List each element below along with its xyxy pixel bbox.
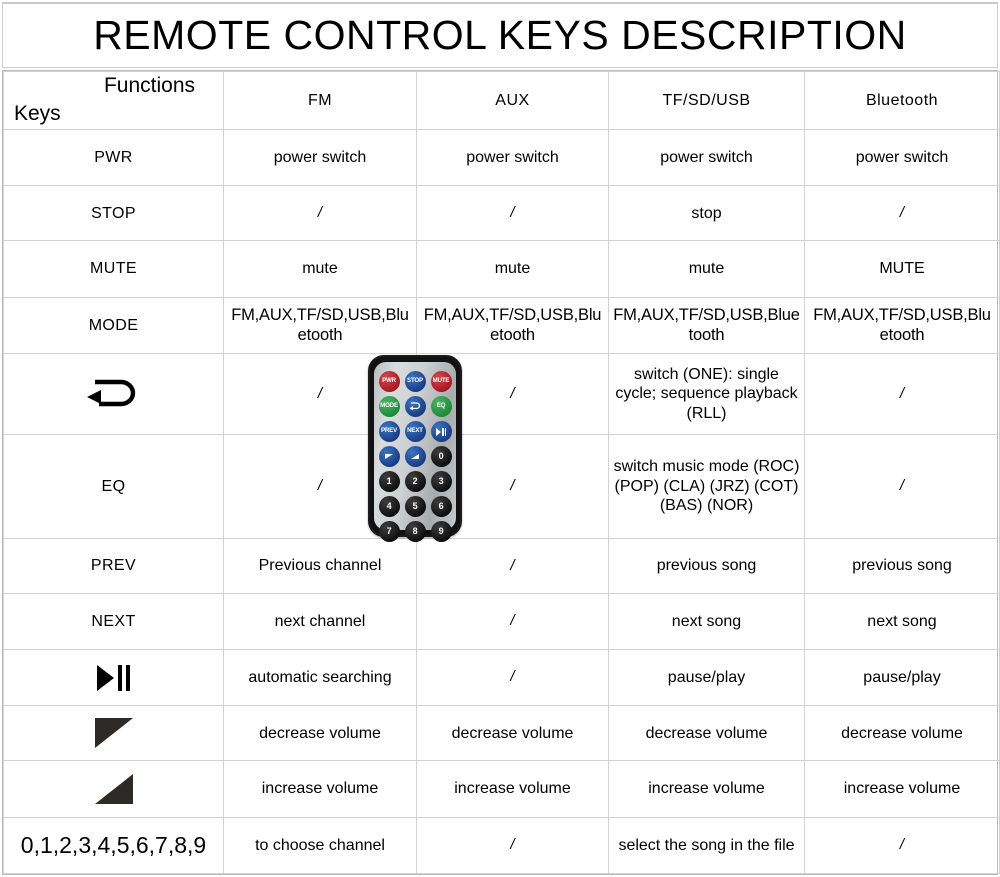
remote-button-pwr: PWR: [379, 371, 400, 392]
table-row: [4, 761, 1000, 817]
cell-stop-aux: /: [417, 186, 609, 241]
remote-button-7: 7: [379, 521, 400, 542]
remote-button-prev: PREV: [379, 421, 400, 442]
header-column-fm: FM: [224, 72, 417, 130]
table-body: [4, 130, 1000, 874]
table-row: [4, 241, 1000, 297]
cell-voldown-bluetooth: decrease volume: [805, 706, 1000, 761]
cell-mute-tfsdusb: mute: [609, 241, 805, 297]
key-cell-loop: [4, 353, 224, 434]
remote-button-6: 6: [431, 496, 452, 517]
table-row: [4, 593, 1000, 649]
key-cell-mute: MUTE: [4, 241, 224, 297]
cell-loop-tfsdusb: switch (ONE): single cycle; sequence playback (RLL): [609, 353, 805, 434]
cell-pwr-tfsdusb: power switch: [609, 130, 805, 186]
table-row: [4, 186, 1000, 241]
header-keys-label: Keys: [14, 102, 61, 125]
cell-next-aux: /: [417, 593, 609, 649]
header-functions-label: Functions: [103, 74, 195, 97]
pause-bars-icon: [118, 665, 130, 691]
play-triangle-icon: [97, 665, 114, 691]
table-row: [4, 353, 1000, 434]
cell-stop-bluetooth: /: [805, 186, 1000, 241]
remote-button-loop: [405, 396, 426, 417]
remote-button-5: 5: [405, 496, 426, 517]
cell-pwr-bluetooth: power switch: [805, 130, 1000, 186]
header-column-aux: AUX: [417, 72, 609, 130]
cell-mode-aux: FM,AUX,TF/SD,USB,Bluetooth: [417, 297, 609, 353]
remote-button-3: 3: [431, 471, 452, 492]
key-cell-volume-down: [4, 706, 224, 761]
cell-loop-bluetooth: /: [805, 353, 1000, 434]
cell-next-fm: next channel: [224, 593, 417, 649]
cell-volup-fm: increase volume: [224, 761, 417, 817]
header-column-tfsdusb: TF/SD/USB: [609, 72, 805, 130]
cell-prev-fm: Previous channel: [224, 538, 417, 593]
remote-button-0: 0: [431, 446, 452, 467]
cell-next-bluetooth: next song: [805, 593, 1000, 649]
cell-next-tfsdusb: next song: [609, 593, 805, 649]
table-row: [4, 538, 1000, 593]
cell-mode-tfsdusb: FM,AUX,TF/SD,USB,Bluetooth: [609, 297, 805, 353]
key-cell-pwr: PWR: [4, 130, 224, 186]
title-band: [2, 2, 998, 68]
key-cell-number-keys: 0,1,2,3,4,5,6,7,8,9: [4, 817, 224, 873]
cell-eq-tfsdusb: switch music mode (ROC) (POP) (CLA) (JRZ) (COT) (BAS) (NOR): [609, 435, 805, 538]
cell-play-bluetooth: pause/play: [805, 650, 1000, 706]
cell-mode-fm: FM,AUX,TF/SD,USB,Bluetooth: [224, 297, 417, 353]
cell-voldown-aux: decrease volume: [417, 706, 609, 761]
remote-button-2: 2: [405, 471, 426, 492]
cell-eq-fm: /: [224, 435, 417, 538]
play-pause-icon: [8, 665, 219, 691]
table-row: [4, 706, 1000, 761]
remote-button-eq: EQ: [431, 396, 452, 417]
key-cell-volume-up: [4, 761, 224, 817]
key-cell-eq: EQ: [4, 435, 224, 538]
cell-pwr-fm: power switch: [224, 130, 417, 186]
remote-button-9: 9: [431, 521, 452, 542]
key-cell-play-pause: [4, 650, 224, 706]
cell-prev-aux: /: [417, 538, 609, 593]
remote-button-play-pause: [431, 421, 452, 442]
cell-play-fm: automatic searching: [224, 650, 417, 706]
table-row: [4, 297, 1000, 353]
key-cell-prev: PREV: [4, 538, 224, 593]
cell-numbers-fm: to choose channel: [224, 817, 417, 873]
header-corner-cell: [4, 72, 224, 130]
cell-numbers-bluetooth: /: [805, 817, 1000, 873]
cell-loop-fm: /: [224, 353, 417, 434]
key-cell-stop: STOP: [4, 186, 224, 241]
cell-eq-aux: /: [417, 435, 609, 538]
header-column-bluetooth: Bluetooth: [805, 72, 1000, 130]
cell-stop-fm: /: [224, 186, 417, 241]
cell-volup-aux: increase volume: [417, 761, 609, 817]
cell-prev-tfsdusb: previous song: [609, 538, 805, 593]
remote-button-8: 8: [405, 521, 426, 542]
cell-play-aux: /: [417, 650, 609, 706]
cell-prev-bluetooth: previous song: [805, 538, 1000, 593]
keys-description-table: [3, 71, 1000, 874]
cell-stop-tfsdusb: stop: [609, 186, 805, 241]
cell-numbers-aux: /: [417, 817, 609, 873]
remote-button-4: 4: [379, 496, 400, 517]
table-row: [4, 650, 1000, 706]
volume-up-icon: [8, 774, 219, 804]
cell-pwr-aux: power switch: [417, 130, 609, 186]
table-row: [4, 435, 1000, 538]
table-header-row: [4, 72, 1000, 130]
cell-voldown-fm: decrease volume: [224, 706, 417, 761]
volume-down-icon: [8, 718, 219, 748]
remote-button-next: NEXT: [405, 421, 426, 442]
remote-button-1: 1: [379, 471, 400, 492]
remote-button-mode: MODE: [379, 396, 400, 417]
table-row: [4, 130, 1000, 186]
cell-mute-aux: mute: [417, 241, 609, 297]
remote-button-volume-down: [379, 446, 400, 467]
cell-volup-tfsdusb: increase volume: [609, 761, 805, 817]
keys-description-table-wrapper: [2, 70, 998, 875]
cell-loop-aux: /: [417, 353, 609, 434]
remote-button-mute: MUTE: [431, 371, 452, 392]
table-row: [4, 817, 1000, 873]
key-cell-next: NEXT: [4, 593, 224, 649]
cell-volup-bluetooth: increase volume: [805, 761, 1000, 817]
loop-arrow-icon: [8, 377, 219, 411]
cell-eq-bluetooth: /: [805, 435, 1000, 538]
remote-button-stop: STOP: [405, 371, 426, 392]
remote-control-image: [368, 355, 462, 537]
cell-mute-bluetooth: MUTE: [805, 241, 1000, 297]
remote-button-grid: [378, 371, 452, 542]
cell-mute-fm: mute: [224, 241, 417, 297]
key-cell-mode: MODE: [4, 297, 224, 353]
cell-voldown-tfsdusb: decrease volume: [609, 706, 805, 761]
cell-play-tfsdusb: pause/play: [609, 650, 805, 706]
page-title: REMOTE CONTROL KEYS DESCRIPTION: [93, 12, 907, 58]
cell-mode-bluetooth: FM,AUX,TF/SD,USB,Bluetooth: [805, 297, 1000, 353]
table-head: [4, 72, 1000, 130]
cell-numbers-tfsdusb: select the song in the file: [609, 817, 805, 873]
remote-button-volume-up: [405, 446, 426, 467]
